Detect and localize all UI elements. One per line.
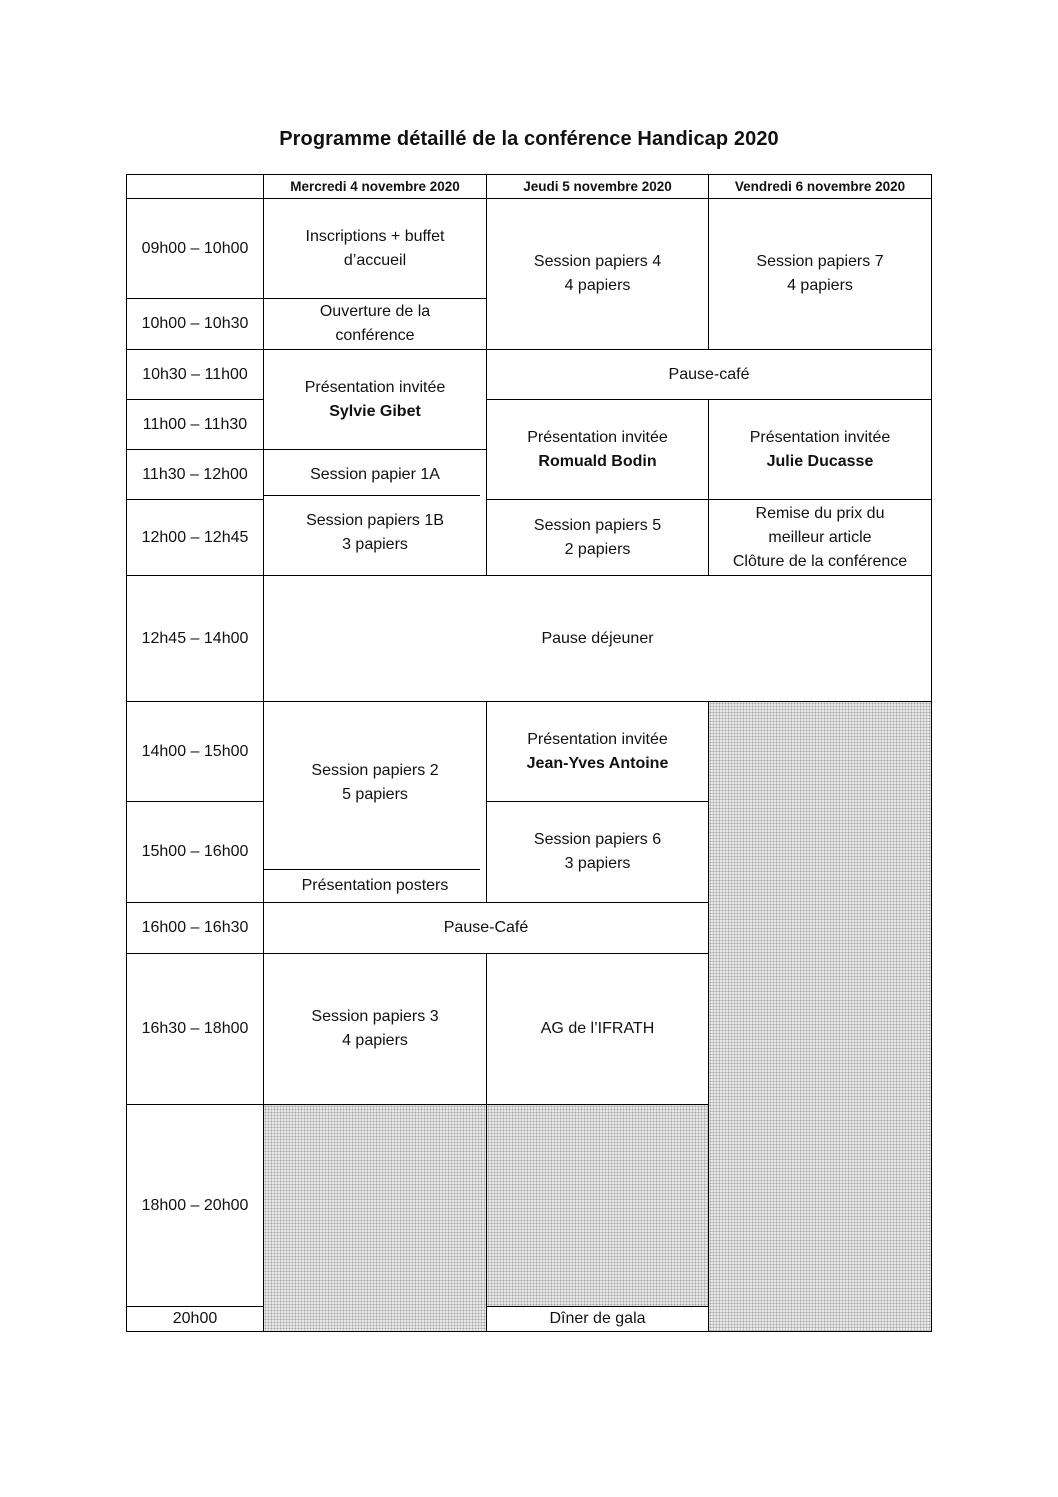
invited-label: Présentation invitée xyxy=(304,378,446,396)
closing-line: meilleur article xyxy=(768,528,872,546)
fri-closing xyxy=(709,500,932,576)
thu-session-5 xyxy=(487,500,709,576)
session-title: Session papiers 6 xyxy=(533,831,662,848)
wed-evening-empty xyxy=(264,1105,487,1332)
wed-session-3 xyxy=(264,954,487,1105)
time-slot: 14h00 – 15h00 xyxy=(126,702,264,802)
invited-speaker: Sylvie Gibet xyxy=(329,402,421,420)
time-slot: 11h30 – 12h00 xyxy=(126,450,264,500)
invited-speaker: Jean-Yves Antoine xyxy=(526,754,669,772)
thu-session-6 xyxy=(487,802,709,903)
time-slot: 12h00 – 12h45 xyxy=(126,500,264,576)
wed-session-1a: Session papier 1A xyxy=(310,465,440,483)
time-slot: 15h00 – 16h00 xyxy=(126,802,264,903)
session-title: Session papiers 4 xyxy=(533,253,662,270)
header-day-thursday: Jeudi 5 novembre 2020 xyxy=(487,174,709,199)
session-count: 4 papiers xyxy=(787,277,853,294)
fri-session-7 xyxy=(709,199,932,350)
thu-diner-gala: Dîner de gala xyxy=(487,1307,709,1332)
session-title: Session papiers 1B xyxy=(306,511,444,529)
session-title: Session papiers 2 xyxy=(311,761,439,779)
time-slot: 18h00 – 20h00 xyxy=(126,1105,264,1307)
session-count: 5 papiers xyxy=(342,785,408,803)
header-day-wednesday: Mercredi 4 novembre 2020 xyxy=(264,174,487,199)
closing-line: Remise du prix du xyxy=(755,504,885,522)
time-slot: 10h00 – 10h30 xyxy=(126,299,264,350)
thu-invited-talk-2 xyxy=(487,702,709,802)
pause-dejeuner: Pause déjeuner xyxy=(264,576,932,702)
wed-posters: Présentation posters xyxy=(301,877,449,894)
pause-cafe-afternoon: Pause-Café xyxy=(264,903,709,954)
header-day-friday: Vendredi 6 novembre 2020 xyxy=(709,174,932,199)
time-slot: 09h00 – 10h00 xyxy=(126,199,264,299)
closing-line: Clôture de la conférence xyxy=(732,552,908,570)
time-slot: 11h00 – 11h30 xyxy=(126,400,264,450)
session-count: 2 papiers xyxy=(564,540,631,558)
session-count: 3 papiers xyxy=(564,855,631,872)
wed-invited-talk xyxy=(264,350,487,450)
thu-invited-talk xyxy=(487,400,709,500)
invited-label: Présentation invitée xyxy=(749,428,891,446)
session-count: 4 papiers xyxy=(342,1032,408,1049)
time-slot: 10h30 – 11h00 xyxy=(126,350,264,400)
session-title: Session papiers 3 xyxy=(311,1008,439,1025)
fri-afternoon-empty xyxy=(709,702,932,1332)
wed-session-2-block xyxy=(311,759,438,807)
page-title: Programme détaillé de la conférence Handicap 2020 xyxy=(279,128,779,150)
pause-cafe-morning: Pause-café xyxy=(487,350,932,400)
invited-speaker: Romuald Bodin xyxy=(538,452,657,470)
session-count: 4 papiers xyxy=(564,277,631,294)
session-title: Session papiers 7 xyxy=(756,253,884,270)
thu-evening-empty xyxy=(487,1105,709,1307)
schedule-table xyxy=(126,174,932,1332)
wed-session-1b xyxy=(306,509,444,557)
session-title: Session papiers 5 xyxy=(533,516,662,534)
header-corner xyxy=(126,174,264,199)
wed-session-2 xyxy=(264,702,487,903)
time-slot: 12h45 – 14h00 xyxy=(126,576,264,702)
wed-inscriptions: Inscriptions + buffet d’accueil xyxy=(264,199,487,299)
invited-label: Présentation invitée xyxy=(527,730,668,748)
invited-speaker: Julie Ducasse xyxy=(766,452,874,470)
time-slot: 16h30 – 18h00 xyxy=(126,954,264,1105)
fri-invited-talk xyxy=(709,400,932,500)
session-count: 3 papiers xyxy=(342,535,408,553)
wed-ouverture: Ouverture de la conférence xyxy=(264,299,487,350)
thu-ag-ifrath: AG de l’IFRATH xyxy=(487,954,709,1105)
invited-label: Présentation invitée xyxy=(527,428,668,446)
thu-session-4 xyxy=(487,199,709,350)
time-slot: 16h00 – 16h30 xyxy=(126,903,264,954)
wed-session-1 xyxy=(264,450,487,576)
time-slot: 20h00 xyxy=(126,1307,264,1332)
